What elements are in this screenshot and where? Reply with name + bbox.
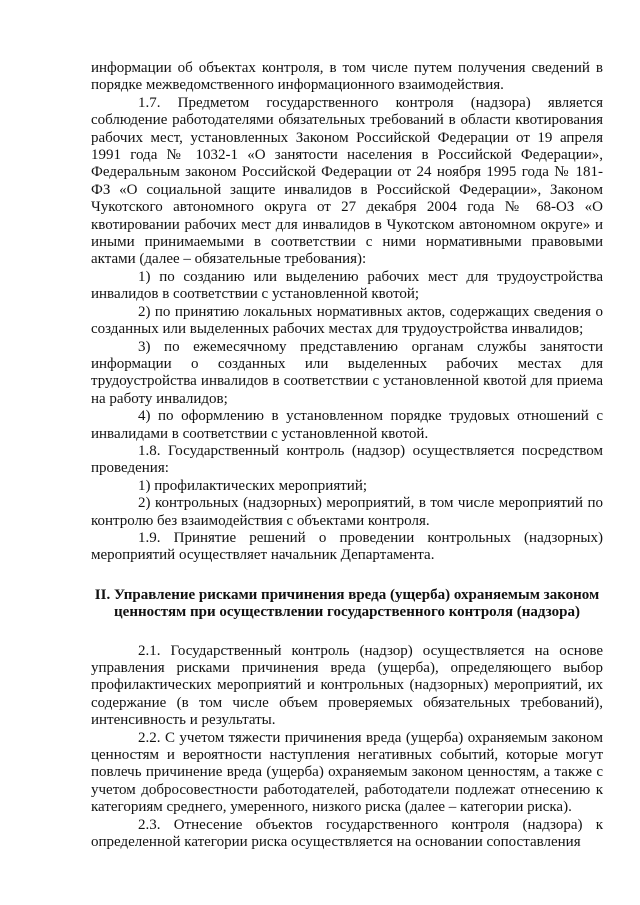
document-page [91,60,603,851]
paragraph-2-3: 2.3. Отнесение объектов государственного контроля (надзора) к определенной категории риска осуществляется на основании сопоставления [91,816,603,851]
paragraph-continuation: информации об объектах контроля, в том числе путем получения сведений в порядке межведомственного информационного взаимодействия. [91,60,603,94]
list-item-1-8-1: 1) профилактических мероприятий; [138,477,368,494]
section-heading [91,587,603,622]
paragraph-1-9: 1.9. Принятие решений о проведении контрольных (надзорных) мероприятий осуществляет начальник Департамента. [91,529,603,564]
paragraph-1-7: 1.7. Предметом государственного контроля (надзора) является соблюдение работодателями обязательных требований в области квотирования рабочих мест, установленных Законом Российской Федерации от 19 апреля 1991 года № 1032-1 «О занятости населения в Российской Федерации», Федеральным законом Российской Федерации от 24 ноября 1995 года № 181-ФЗ «О социальной защите инвалидов в Российской Федерации», Законом Чукотского автономного округа от 27 декабря 2004 года № 68-ОЗ «О квотировании рабочих мест для инвалидов в Чукотском автономном округе» и иными принимаемыми в соответствии с ними нормативными правовыми актами (далее – обязательные требования): [91,94,603,268]
spacer [91,622,603,643]
section-heading-line-2: ценностям при осуществлении государственного контроля (надзора) [114,604,580,621]
paragraph-1-8: 1.8. Государственный контроль (надзор) осуществляется посредством проведения: [91,442,603,477]
section-heading-line-1: II. Управление рисками причинения вреда (ущерба) охраняемым законом [94,586,600,603]
list-item-1-7-2: 2) по принятию локальных нормативных актов, содержащих сведения о созданных или выделенных рабочих местах для трудоустройства инвалидов; [91,303,603,338]
list-item-1-7-1: 1) по созданию или выделению рабочих мест для трудоустройства инвалидов в соответствии с установленной квотой; [91,268,603,303]
paragraph-2-2: 2.2. С учетом тяжести причинения вреда (ущерба) охраняемым законом ценностям и вероятности наступления негативных событий, которые могут повлечь причинение вреда (ущерба) охраняемым законом ценностям, а также с учетом добросовестности работодателей, работодатели подлежат отнесению к категориям среднего, умеренного, низкого риска (далее – категории риска). [91,729,603,816]
list-item-1-7-4: 4) по оформлению в установленном порядке трудовых отношений с инвалидами в соответствии с установленной квотой. [91,408,603,442]
list-item-1-8-2: 2) контрольных (надзорных) мероприятий, в том числе мероприятий по контролю без взаимодействия с объектами контроля. [91,495,603,529]
paragraph-2-1: 2.1. Государственный контроль (надзор) осуществляется на основе управления рисками причинения вреда (ущерба), определяющего выбор профилактических мероприятий и контрольных (надзорных) мероприятий, их содержание (в том числе объем проверяемых обязательных требований), интенсивность и результаты. [91,642,603,729]
spacer [91,565,603,587]
list-item-1-7-3: 3) по ежемесячному представлению органам службы занятости информации о созданных или выделенных рабочих местах для трудоустройства инвалидов в соответствии с установленной квотой для приема на работу инвалидов; [91,338,603,407]
